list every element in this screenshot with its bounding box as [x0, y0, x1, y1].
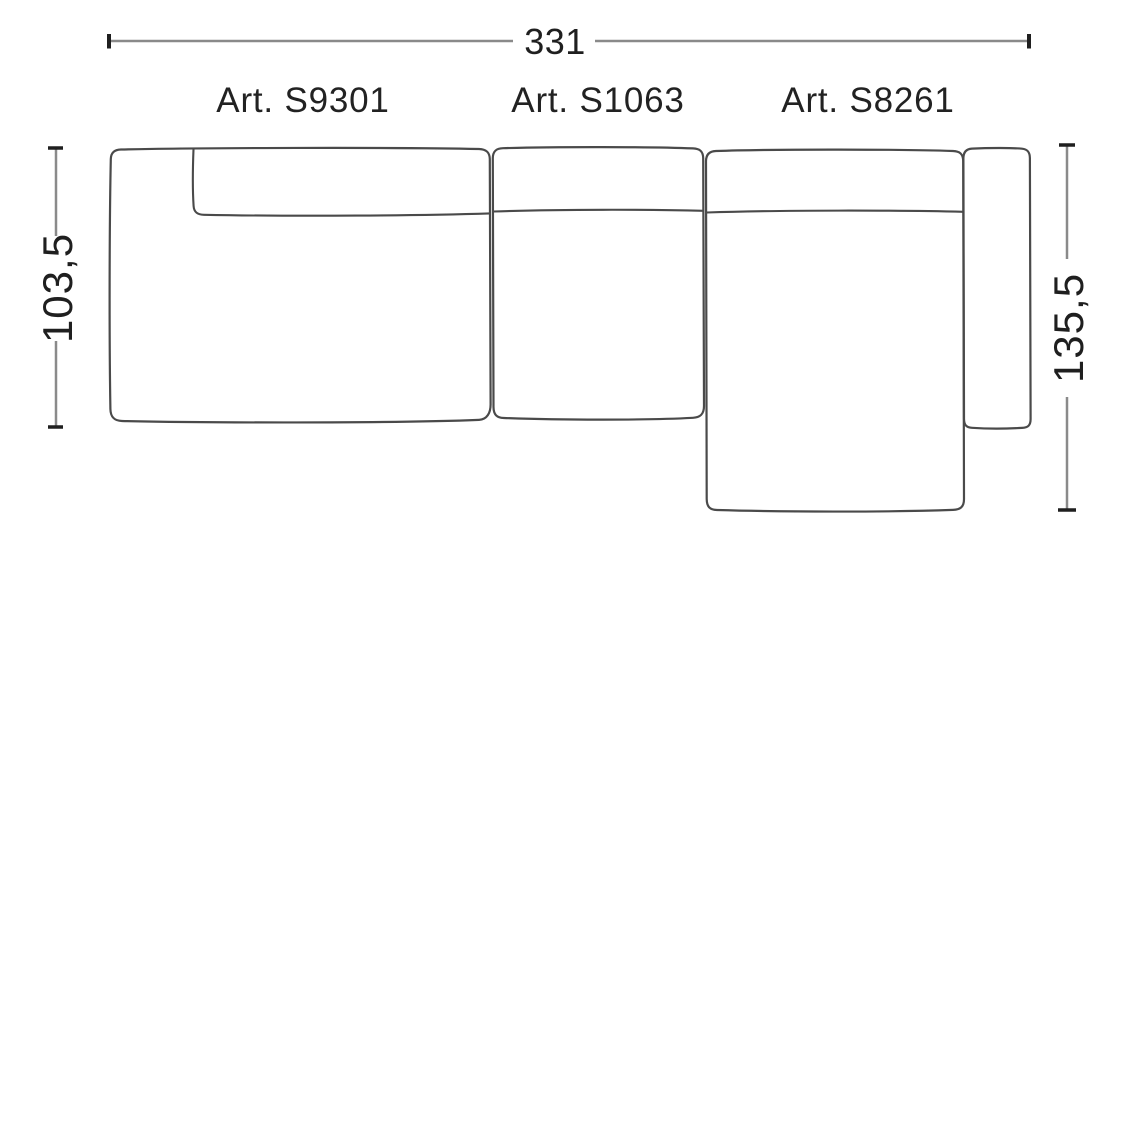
module-s9301 — [110, 148, 491, 423]
article-labels — [216, 81, 954, 120]
article-label-s1063: Art. S1063 — [511, 81, 685, 120]
right-depth-dimension — [1045, 145, 1092, 510]
left-depth-dimension — [34, 148, 81, 427]
right-depth-label: 135,5 — [1045, 272, 1092, 384]
module-s8261-body-outline — [706, 150, 964, 512]
module-s9301-armrest-seam — [193, 149, 490, 215]
top-width-dimension — [109, 21, 1029, 62]
total-width-label: 331 — [524, 21, 586, 62]
module-s8261 — [706, 148, 1031, 512]
module-s1063-backrest-seam — [494, 210, 704, 212]
module-s9301-outline — [110, 148, 491, 423]
module-s1063 — [493, 147, 704, 420]
module-s8261-armrest-outline — [963, 148, 1030, 429]
article-label-s9301: Art. S9301 — [216, 81, 390, 120]
left-depth-label: 103,5 — [34, 232, 81, 344]
module-s8261-backrest-seam — [707, 211, 964, 213]
article-label-s8261: Art. S8261 — [781, 81, 955, 120]
module-s1063-outline — [493, 147, 704, 420]
